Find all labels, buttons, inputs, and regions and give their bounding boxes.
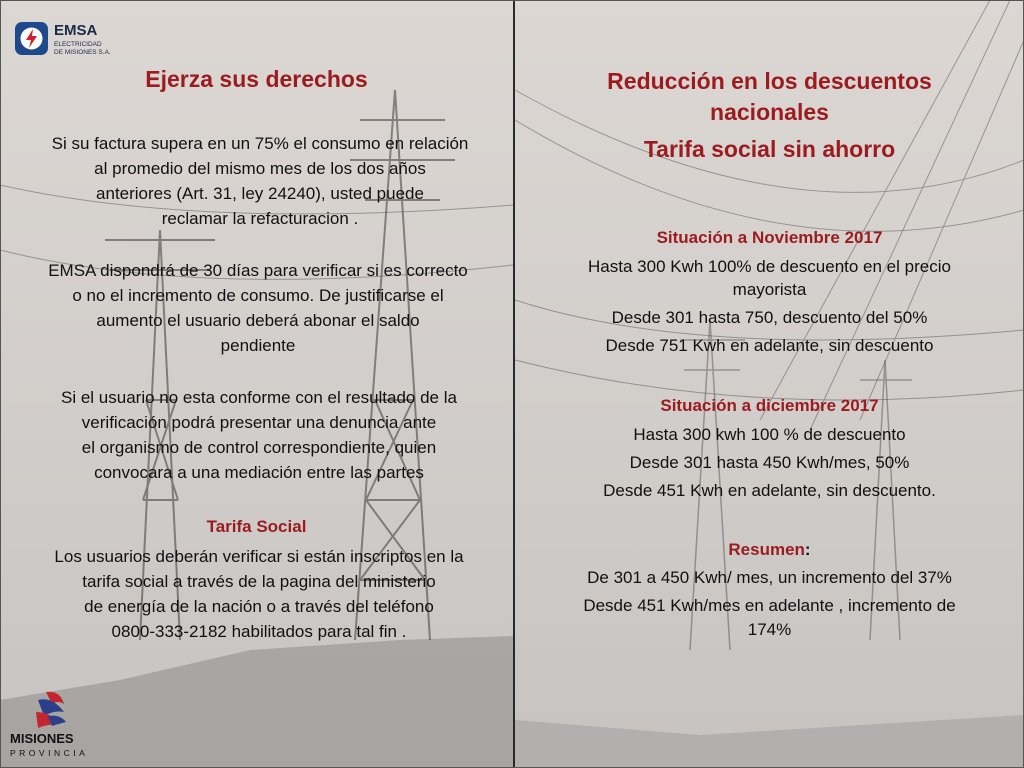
text-line: Desde 451 Kwh en adelante, sin descuento.	[603, 481, 936, 500]
paragraph-tarifa-social	[8, 544, 510, 644]
text-line: el organismo de control correspondiente, quien	[81, 438, 437, 457]
text-line: reclamar la refacturacion .	[161, 209, 359, 228]
text-line: Los usuarios deberán verificar si están inscriptos en la	[54, 547, 464, 566]
noviembre-list	[515, 255, 1024, 357]
tarifa-social-heading: Tarifa Social	[206, 517, 307, 536]
text-line: mayorista	[732, 280, 807, 299]
left-title: Ejerza sus derechos	[145, 66, 368, 92]
text-line: al promedio del mismo mes de los dos años	[94, 159, 426, 178]
text-line: Si el usuario no esta conforme con el resultado de la	[61, 388, 457, 407]
text-line: verificación podrá presentar una denuncia ante	[81, 413, 437, 432]
misiones-logo	[8, 690, 108, 760]
diciembre-list	[515, 421, 1024, 505]
text-line: Hasta 300 Kwh 100% de descuento en el precio	[588, 257, 951, 276]
misiones-logo-sub: PROVINCIA	[10, 748, 89, 758]
text-line: convocara a una mediación entre las partes	[94, 463, 424, 482]
resumen-list	[515, 566, 1024, 642]
resumen-label: Resumen	[728, 540, 805, 559]
text-line: Desde 751 Kwh en adelante, sin descuento	[605, 336, 934, 355]
text-line: Desde 301 hasta 450 Kwh/mes, 50%	[629, 453, 910, 472]
right-title-line2: nacionales	[710, 99, 829, 125]
misiones-emblem-icon	[36, 692, 66, 728]
text-line: aumento el usuario deberá abonar el saldo	[96, 311, 420, 330]
emsa-logo-line1: ELECTRICIDAD	[54, 41, 102, 48]
diciembre-heading: Situación a diciembre 2017	[660, 396, 879, 415]
text-line: 0800-333-2182 habilitados para tal fin .	[111, 622, 407, 641]
text-line: o no el incremento de consumo. De justificarse el	[72, 286, 444, 305]
text-line: de energía de la nación o a través del teléfono	[84, 597, 434, 616]
paragraph-verificacion	[6, 258, 510, 358]
noviembre-heading: Situación a Noviembre 2017	[656, 228, 883, 247]
text-line: 174%	[747, 620, 792, 639]
right-subtitle: Tarifa social sin ahorro	[643, 136, 896, 162]
text-line: anteriores (Art. 31, ley 24240), usted puede	[96, 184, 424, 203]
emsa-logo-name: EMSA	[54, 22, 98, 39]
text-line: Si su factura supera en un 75% el consumo en relación	[51, 134, 469, 153]
right-title-line1: Reducción en los descuentos	[607, 68, 932, 94]
emsa-logo-line2: DE MISIONES S.A.	[54, 49, 111, 56]
paragraph-refacturacion	[10, 131, 510, 231]
paragraph-denuncia	[8, 385, 510, 485]
misiones-logo-name: MISIONES	[10, 731, 74, 746]
resumen-colon: :	[804, 540, 811, 559]
text-line: Hasta 300 kwh 100 % de descuento	[633, 425, 906, 444]
text-line: De 301 a 450 Kwh/ mes, un incremento del 37%	[587, 568, 952, 587]
text-line: Desde 301 hasta 750, descuento del 50%	[611, 308, 928, 327]
text-line: tarifa social a través de la pagina del ministerio	[82, 572, 436, 591]
resumen-heading	[515, 540, 1024, 560]
text-line: EMSA dispondrá de 30 días para verificar si es correcto	[48, 261, 468, 280]
text-line: pendiente	[220, 336, 296, 355]
emsa-logo	[14, 18, 124, 60]
text-line: Desde 451 Kwh/mes en adelante , incremento de	[583, 596, 956, 615]
